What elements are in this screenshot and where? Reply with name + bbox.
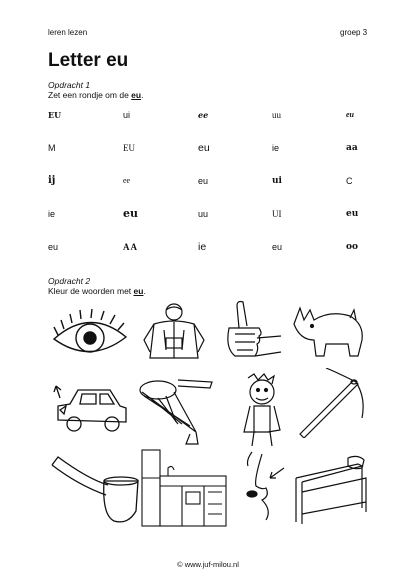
instruction-end: . (141, 90, 144, 100)
grid-cell[interactable]: ee (198, 110, 209, 120)
letter-grid (48, 108, 368, 273)
grid-cell[interactable]: eu (198, 176, 209, 186)
net-icon[interactable] (138, 376, 214, 448)
grid-row (48, 174, 368, 207)
grid-cell[interactable]: ee (123, 176, 131, 185)
kitchen-icon[interactable] (138, 448, 230, 528)
grid-cell[interactable]: UI (272, 209, 282, 219)
grid-cell[interactable]: eu (48, 242, 59, 252)
grid-cell[interactable]: ui (123, 110, 131, 120)
page-title: Letter eu (48, 50, 129, 71)
grid-cell[interactable]: ie (198, 241, 207, 253)
grid-row (48, 207, 368, 240)
eye-icon[interactable] (50, 305, 130, 367)
grid-cell[interactable]: aa (346, 143, 358, 153)
boy-icon[interactable] (232, 372, 290, 448)
instruction-target: eu (131, 90, 142, 100)
grid-cell[interactable]: ie (272, 143, 280, 153)
bed-icon[interactable] (288, 452, 370, 526)
rhino-icon[interactable] (290, 300, 368, 362)
grid-row (48, 240, 368, 273)
grid-cell[interactable]: uu (272, 110, 281, 120)
grid-cell[interactable]: EU (123, 143, 135, 153)
grid-cell[interactable]: ij (48, 175, 56, 186)
instruction-text: Kleur de woorden met (48, 286, 134, 296)
opdracht1-instruction (48, 90, 143, 100)
instruction-text: Zet een rondje om de (48, 90, 132, 100)
needle-icon[interactable] (296, 368, 368, 438)
grid-cell[interactable]: eu (346, 209, 359, 219)
man-icon[interactable] (140, 300, 210, 368)
instruction-end: . (143, 286, 146, 296)
opdracht2-instruction (48, 286, 146, 296)
grid-cell[interactable]: eu (272, 242, 283, 252)
grid-cell[interactable]: eu (198, 142, 210, 154)
grid-cell[interactable]: AA (123, 242, 138, 252)
grid-cell[interactable]: eu (346, 110, 354, 119)
grid-cell[interactable]: M (48, 143, 56, 153)
grid-cell[interactable]: oo (346, 242, 359, 252)
grid-row (48, 108, 368, 141)
footer-credit: © www.juf-milou.nl (177, 560, 239, 569)
grid-cell[interactable]: eu (123, 207, 138, 220)
thumb-icon[interactable] (215, 298, 285, 364)
grid-cell[interactable]: ui (272, 176, 282, 186)
instruction-target: eu (133, 286, 144, 296)
car-icon[interactable] (52, 380, 130, 438)
grid-cell[interactable]: C (346, 176, 353, 186)
grid-cell[interactable]: ie (48, 209, 56, 219)
grid-cell[interactable]: uu (198, 209, 209, 219)
opdracht1-label: Opdracht 1 (48, 80, 91, 90)
grid-row (48, 141, 368, 174)
header-left: leren lezen (48, 28, 88, 37)
header-right: groep 3 (340, 28, 368, 37)
nose-icon[interactable] (232, 450, 286, 522)
opdracht2-label: Opdracht 2 (48, 276, 91, 286)
grid-cell[interactable]: EU (48, 110, 62, 120)
pipe-icon[interactable] (48, 455, 140, 527)
